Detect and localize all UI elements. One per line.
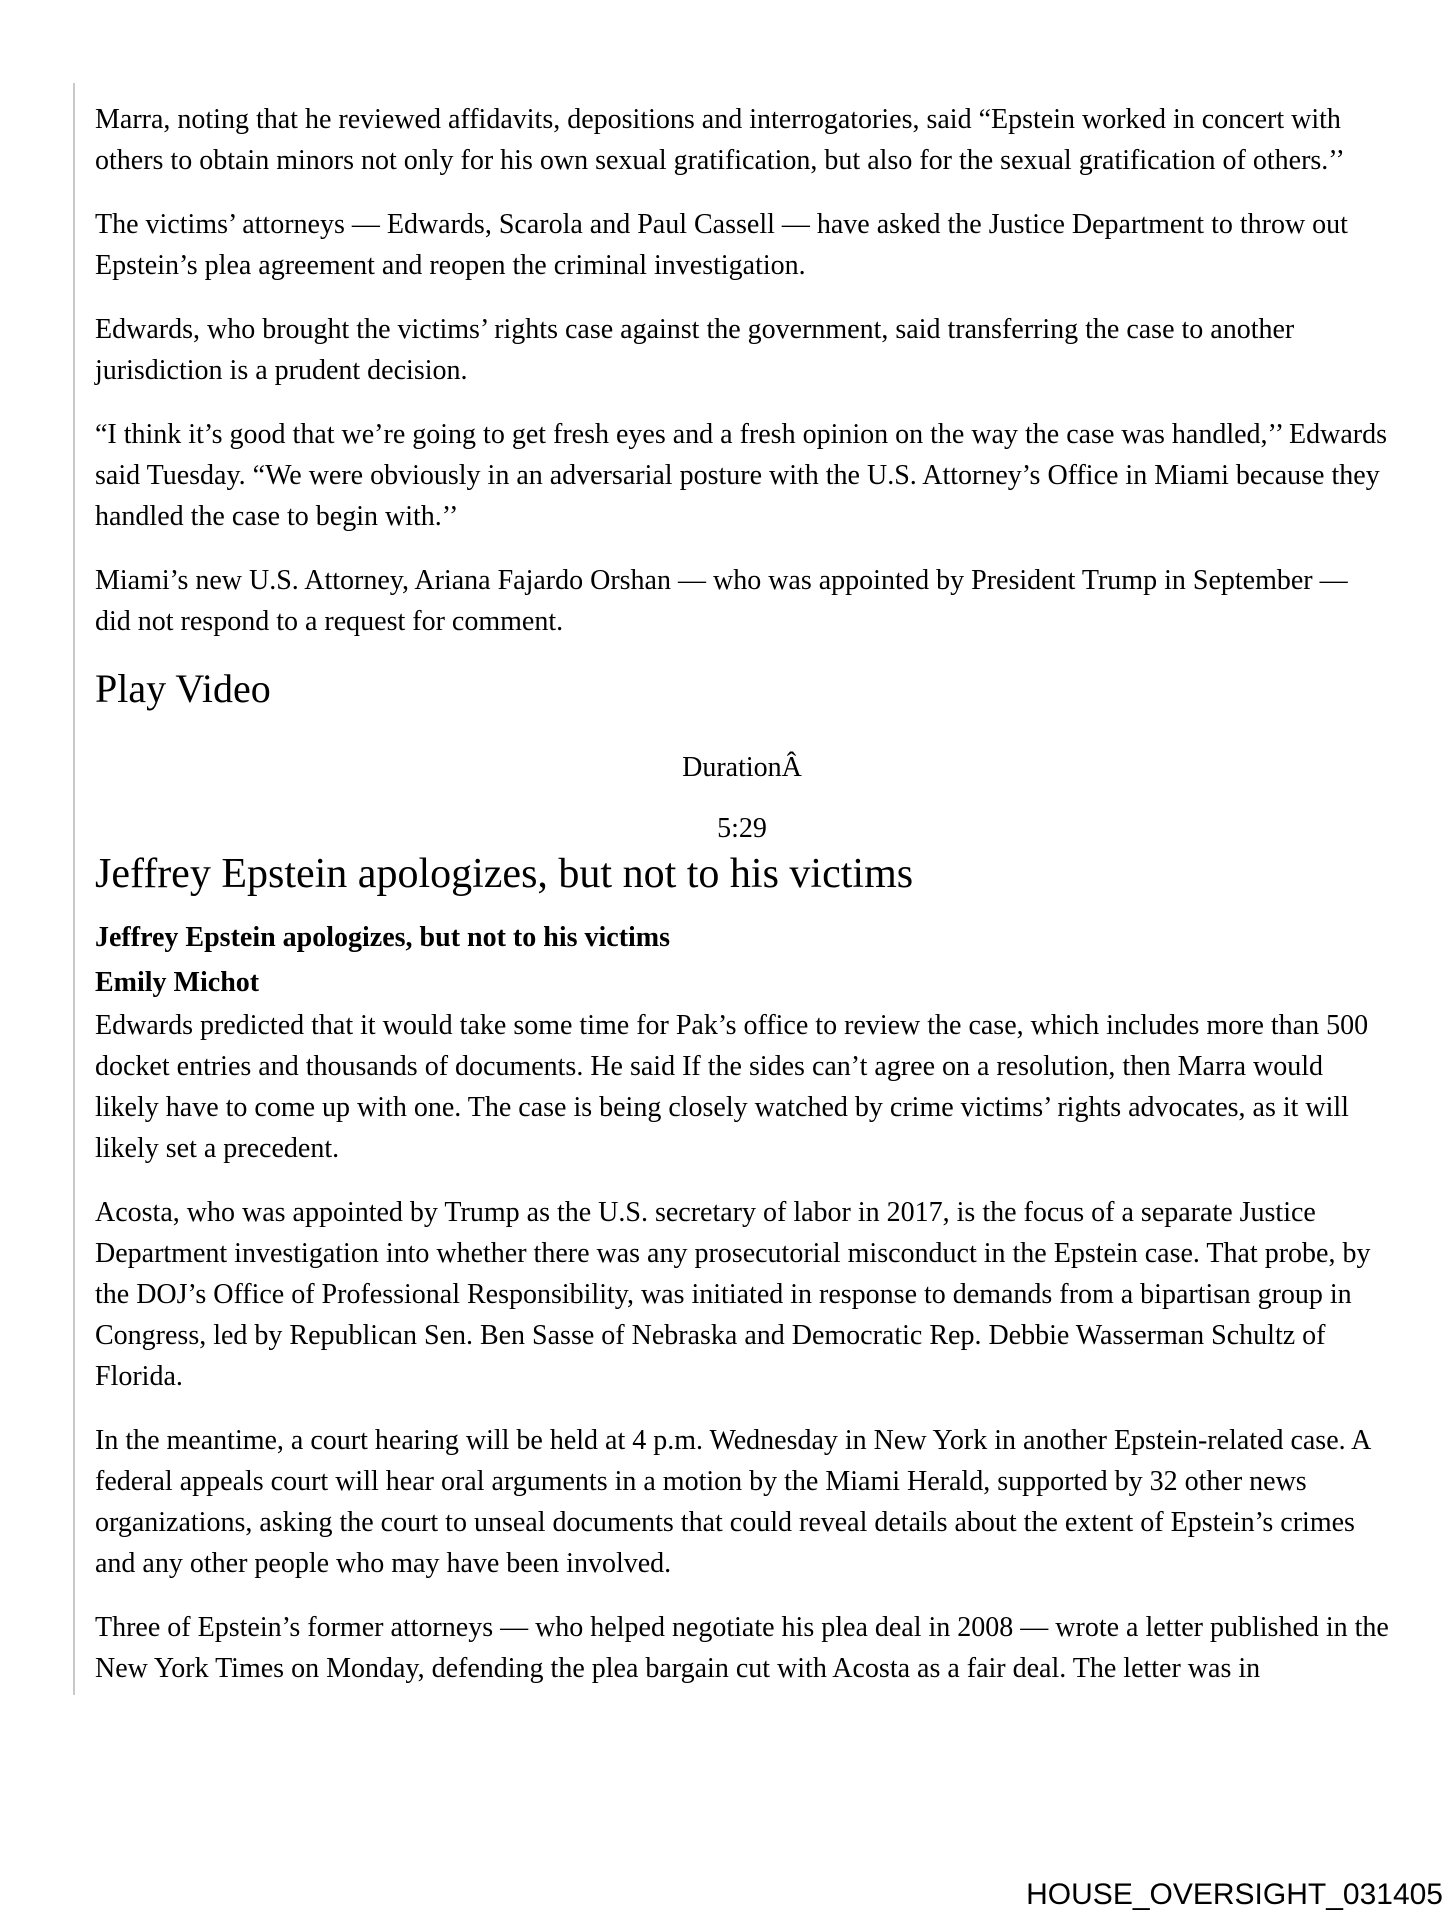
video-caption <box>95 915 1389 1005</box>
video-caption-title: Jeffrey Epstein apologizes, but not to his victims <box>95 922 671 953</box>
article-paragraph: In the meantime, a court hearing will be held at 4 p.m. Wednesday in New York in another Epstein-related case. A federal appeals court will hear oral arguments in a motion by the Miami Herald, supported by 32 other news organizations, asking the court to unseal documents that could reveal details about the extent of Epstein’s crimes and any other people who may have been involved. <box>95 1425 1370 1579</box>
article-paragraph: “I think it’s good that we’re going to get fresh eyes and a fresh opinion on the way the case was handled,’’ Edwards said Tuesday. “We were obviously in an adversarial posture with the U.S. Attorney’s Office in Miami because they handled the case to begin with.’’ <box>95 419 1388 532</box>
article-paragraph: Edwards, who brought the victims’ rights case against the government, said transferring the case to another jurisdiction is a prudent decision. <box>95 314 1295 386</box>
article-paragraph: Miami’s new U.S. Attorney, Ariana Fajardo Orshan — who was appointed by President Trump in September — did not respond to a request for comment. <box>95 565 1348 637</box>
article-paragraph: The victims’ attorneys — Edwards, Scarola and Paul Cassell — have asked the Justice Department to throw out Epstein’s plea agreement and reopen the criminal investigation. <box>95 209 1348 281</box>
article-paragraph: Three of Epstein’s former attorneys — who helped negotiate his plea deal in 2008 — wrote a letter published in the New York Times on Monday, defending the plea bargain cut with Acosta as a fair deal. The letter was in <box>95 1612 1389 1684</box>
article-paragraph: Marra, noting that he reviewed affidavits, depositions and interrogatories, said “Epstein worked in concert with others to obtain minors not only for his own sexual gratification, but also for the sexual gratification of others.’’ <box>95 104 1345 176</box>
video-caption-credit: Emily Michot <box>95 967 260 998</box>
bates-stamp: HOUSE_OVERSIGHT_031405 <box>1026 1878 1443 1911</box>
article-paragraph: Acosta, who was appointed by Trump as the U.S. secretary of labor in 2017, is the focus of a separate Justice Department investigation into whether there was any prosecutorial misconduct in the Epstein case. That probe, by the DOJ’s Office of Professional Responsibility, was initiated in response to demands from a bipartisan group in Congress, led by Republican Sen. Ben Sasse of Nebraska and Democratic Rep. Debbie Wasserman Schultz of Florida. <box>95 1197 1371 1392</box>
article-paragraph: Edwards predicted that it would take some time for Pak’s office to review the case, which includes more than 500 docket entries and thousands of documents. He said If the sides can’t agree on a resolution, then Marra would likely have to come up with one. The case is being closely watched by crime victims’ rights advocates, as it will likely set a precedent. <box>95 1010 1369 1164</box>
article-body <box>73 83 1389 1695</box>
video-headline: Jeffrey Epstein apologizes, but not to his victims <box>95 851 914 897</box>
play-video-heading: Play Video <box>95 666 271 711</box>
video-duration-time: 5:29 <box>717 813 767 844</box>
video-duration-label: DurationÂ <box>682 752 802 783</box>
